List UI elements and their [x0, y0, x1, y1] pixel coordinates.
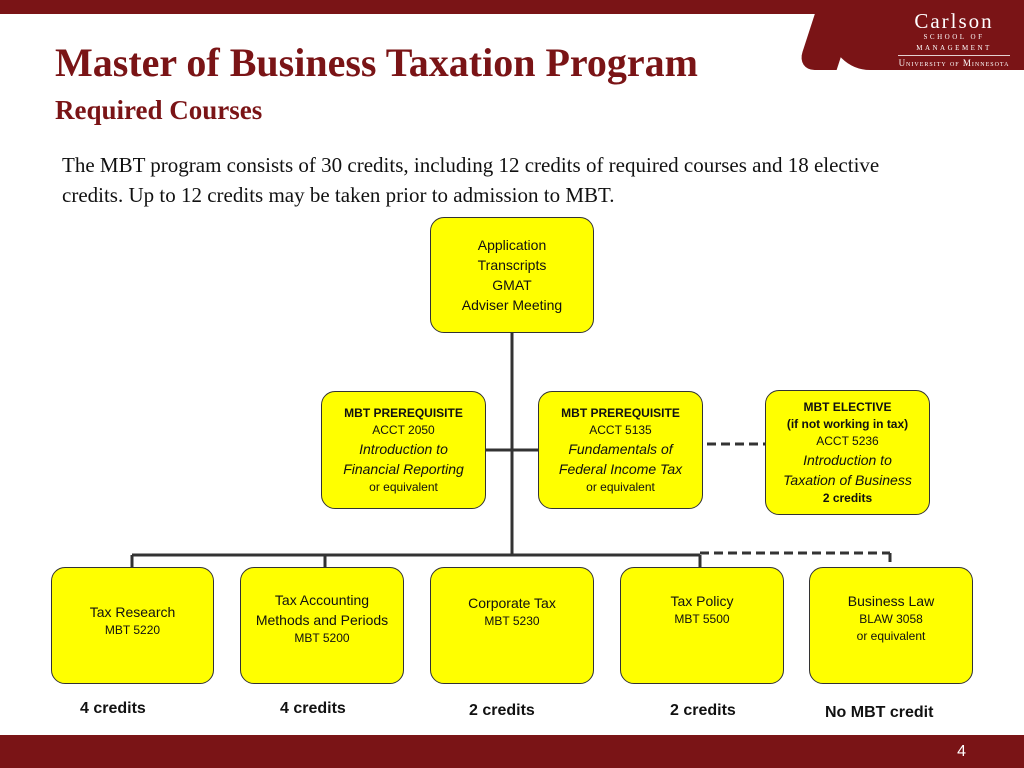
course-name: Federal Income Tax	[558, 460, 683, 477]
course-code: MBT 5220	[104, 623, 161, 637]
prerequisite-box-financial	[321, 391, 486, 509]
course-box-tax-accounting	[240, 567, 404, 684]
course-title: Tax Accounting	[274, 592, 370, 608]
intro-paragraph: The MBT program consists of 30 credits, including 12 credits of required courses and 18 elective credits. Up to 12 credits may be taken prior to admission to MBT.	[62, 153, 880, 207]
admission-item: Application	[477, 237, 547, 253]
credits-label: 4 credits	[280, 700, 346, 717]
admission-item: Transcripts	[477, 257, 547, 273]
course-name: Introduction to	[359, 440, 448, 457]
page-title: Master of Business Taxation Program	[55, 40, 698, 85]
course-box-tax-research	[51, 567, 214, 684]
logo-university: University of Minnesota	[898, 58, 1010, 68]
page-subtitle: Required Courses	[55, 95, 263, 125]
course-title: Corporate Tax	[468, 595, 556, 611]
course-name: Introduction to	[803, 451, 892, 468]
course-title: Business Law	[847, 593, 935, 609]
course-code: MBT 5500	[674, 612, 730, 626]
credits-label: No MBT credit	[825, 704, 934, 721]
course-code: ACCT 5236	[816, 433, 879, 448]
credits-label: 4 credits	[80, 700, 146, 717]
course-note: or equivalent	[856, 629, 926, 643]
course-code: ACCT 2050	[372, 422, 435, 437]
course-code: MBT 5230	[484, 614, 540, 628]
course-box-business-law	[809, 567, 973, 684]
prerequisite-box-federal-tax	[538, 391, 703, 509]
credits-label: 2 credits	[469, 702, 535, 719]
prerequisite-heading: MBT PREREQUISITE	[344, 405, 463, 420]
logo-name: Carlson	[914, 9, 994, 33]
elective-box	[765, 390, 930, 515]
course-code: BLAW 3058	[859, 612, 923, 626]
course-box-corporate-tax	[430, 567, 594, 684]
course-title: Methods and Periods	[255, 612, 389, 628]
admission-requirements-box	[430, 217, 594, 333]
course-name: Financial Reporting	[343, 460, 464, 477]
page-number: 4	[957, 743, 966, 760]
course-title: Tax Policy	[670, 593, 734, 609]
prerequisite-heading: MBT PREREQUISITE	[561, 405, 680, 420]
course-code: MBT 5200	[294, 631, 350, 645]
course-title: Tax Research	[89, 604, 176, 620]
course-note: or equivalent	[369, 479, 438, 494]
course-code: ACCT 5135	[589, 422, 652, 437]
course-note: or equivalent	[586, 479, 655, 494]
logo-school: SCHOOL OF MANAGEMENT	[916, 33, 992, 52]
elective-credits: 2 credits	[822, 490, 873, 505]
elective-condition: (if not working in tax)	[786, 416, 909, 431]
credits-label: 2 credits	[670, 702, 736, 719]
admission-item: Adviser Meeting	[461, 297, 563, 313]
course-name: Taxation of Business	[783, 471, 912, 488]
course-name: Fundamentals of	[568, 440, 673, 457]
bottom-banner	[0, 735, 1024, 768]
elective-heading: MBT ELECTIVE	[803, 399, 892, 414]
admission-item: GMAT	[492, 277, 532, 293]
course-box-tax-policy	[620, 567, 784, 684]
